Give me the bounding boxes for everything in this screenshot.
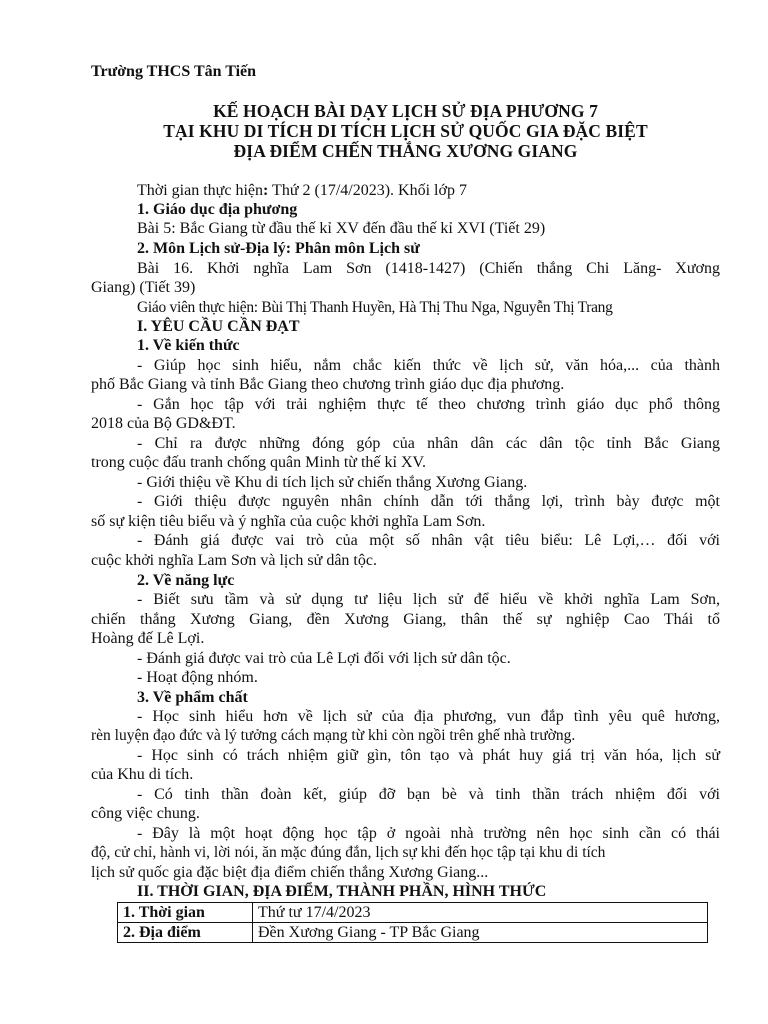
section-2-text-2: Giang) (Tiết 39) [91, 279, 196, 296]
competence-line-2: chiến thắng Xương Giang, đền Xương Giang, thân thế sự nghiệp Cao Thái tổ [91, 611, 720, 628]
school-name: Trường THCS Tân Tiến [91, 63, 257, 80]
time-value: Thứ 2 (17/4/2023). Khối lớp 7 [268, 182, 467, 199]
table-row [118, 923, 708, 943]
quality-line-4: của Khu di tích. [91, 766, 194, 783]
quality-line-2: rèn luyện đạo đức và lý tưởng cách mạng từ khi còn ngồi trên ghế nhà trường. [91, 727, 576, 744]
table-cell-value: Thứ tư 17/4/2023 [253, 903, 708, 923]
competence-heading: 2. Về năng lực [137, 572, 235, 589]
knowledge-line-10: - Đánh giá được vai trò của một số nhân vật tiêu biểu: Lê Lợi,… đối với [137, 532, 720, 549]
teachers-line: Giáo viên thực hiện: Bùi Thị Thanh Huyền, Hà Thị Thu Nga, Nguyễn Thị Trang [137, 299, 613, 316]
time-colon: : [263, 182, 269, 199]
competence-line-4: - Đánh giá được vai trò của Lê Lợi đối với lịch sử dân tộc. [137, 650, 511, 667]
section-2-heading: 2. Môn Lịch sử-Địa lý: Phân môn Lịch sử [137, 240, 420, 257]
section-2-text-1: Bài 16. Khởi nghĩa Lam Sơn (1418-1427) (Chiến thắng Chi Lăng- Xương [137, 260, 720, 277]
competence-line-1: - Biết sưu tầm và sử dụng tư liệu lịch sử để hiểu về khởi nghĩa Lam Sơn, [137, 591, 720, 608]
title-line-3: ĐỊA ĐIỂM CHẾN THẮNG XƯƠNG GIANG [233, 141, 578, 161]
part-2-heading: II. THỜI GIAN, ĐỊA ĐIỂM, THÀNH PHẦN, HÌNH THỨC [137, 883, 547, 900]
quality-line-3: - Học sinh có trách nhiệm giữ gìn, tôn tạo và phát huy giá trị văn hóa, lịch sử [137, 747, 720, 764]
quality-line-7: - Đây là một hoạt động học tập ở ngoài nhà trường nên học sinh cần có thái [137, 825, 720, 842]
time-label: Thời gian thực hiện [137, 182, 263, 199]
knowledge-line-3: - Gắn học tập với trải nghiệm thực tế theo chương trình giáo dục phổ thông [137, 396, 720, 413]
knowledge-line-6: trong cuộc đấu tranh chống quân Minh từ thế kỉ XV. [91, 454, 426, 471]
knowledge-line-4: 2018 của Bộ GD&ĐT. [91, 415, 236, 432]
knowledge-line-8: - Giới thiệu được nguyên nhân chính dẫn tới thắng lợi, trình bày được một [137, 493, 720, 510]
table-cell-value: Đền Xương Giang - TP Bắc Giang [253, 923, 708, 943]
knowledge-heading: 1. Về kiến thức [137, 337, 240, 354]
table-cell-key: 1. Thời gian [118, 903, 253, 923]
quality-line-5: - Có tinh thần đoàn kết, giúp đỡ bạn bè và tinh thần trách nhiệm đối với [137, 786, 720, 803]
title-line-2: TẠI KHU DI TÍCH DI TÍCH LỊCH SỬ QUỐC GIA ĐẶC BIỆT [163, 121, 648, 141]
section-1-heading: 1. Giáo dục địa phương [137, 201, 298, 218]
quality-line-6: công việc chung. [91, 805, 200, 822]
knowledge-line-5: - Chỉ ra được những đóng góp của nhân dân các dân tộc tỉnh Bắc Giang [137, 435, 720, 452]
quality-line-1: - Học sinh hiểu hơn về lịch sử của địa phương, vun đắp tình yêu quê hương, [137, 708, 720, 725]
competence-line-5: - Hoạt động nhóm. [137, 669, 258, 686]
table-cell-key: 2. Địa điểm [118, 923, 253, 943]
quality-line-8: độ, cử chỉ, hành vi, lời nói, ăn mặc đúng đắn, lịch sự khi đến học tập tại khu di tích [91, 844, 606, 861]
knowledge-line-1: - Giúp học sinh hiểu, nắm chắc kiến thức về lịch sử, văn hóa,... của thành [137, 357, 720, 374]
time-line [137, 181, 720, 200]
knowledge-line-7: - Giới thiệu về Khu di tích lịch sử chiến thắng Xương Giang. [137, 474, 528, 491]
quality-line-9: lịch sử quốc gia đặc biệt địa điểm chiến thắng Xương Giang... [91, 864, 489, 881]
knowledge-line-2: phố Bắc Giang và tỉnh Bắc Giang theo chương trình giáo dục địa phương. [91, 376, 565, 393]
info-table [117, 902, 708, 943]
table-row [118, 903, 708, 923]
title-line-1: KẾ HOẠCH BÀI DẠY LỊCH SỬ ĐỊA PHƯƠNG 7 [213, 101, 598, 121]
knowledge-line-9: số sự kiện tiêu biểu và ý nghĩa của cuộc khởi nghĩa Lam Sơn. [91, 513, 486, 530]
section-1-text: Bài 5: Bắc Giang từ đầu thế kỉ XV đến đầu thế kỉ XVI (Tiết 29) [137, 220, 546, 237]
part-1-heading: I. YÊU CẦU CẦN ĐẠT [137, 318, 300, 335]
competence-line-3: Hoàng đế Lê Lợi. [91, 630, 205, 647]
quality-heading: 3. Về phẩm chất [137, 689, 248, 706]
knowledge-line-11: cuộc khởi nghĩa Lam Sơn và lịch sử dân tộc. [91, 552, 377, 569]
